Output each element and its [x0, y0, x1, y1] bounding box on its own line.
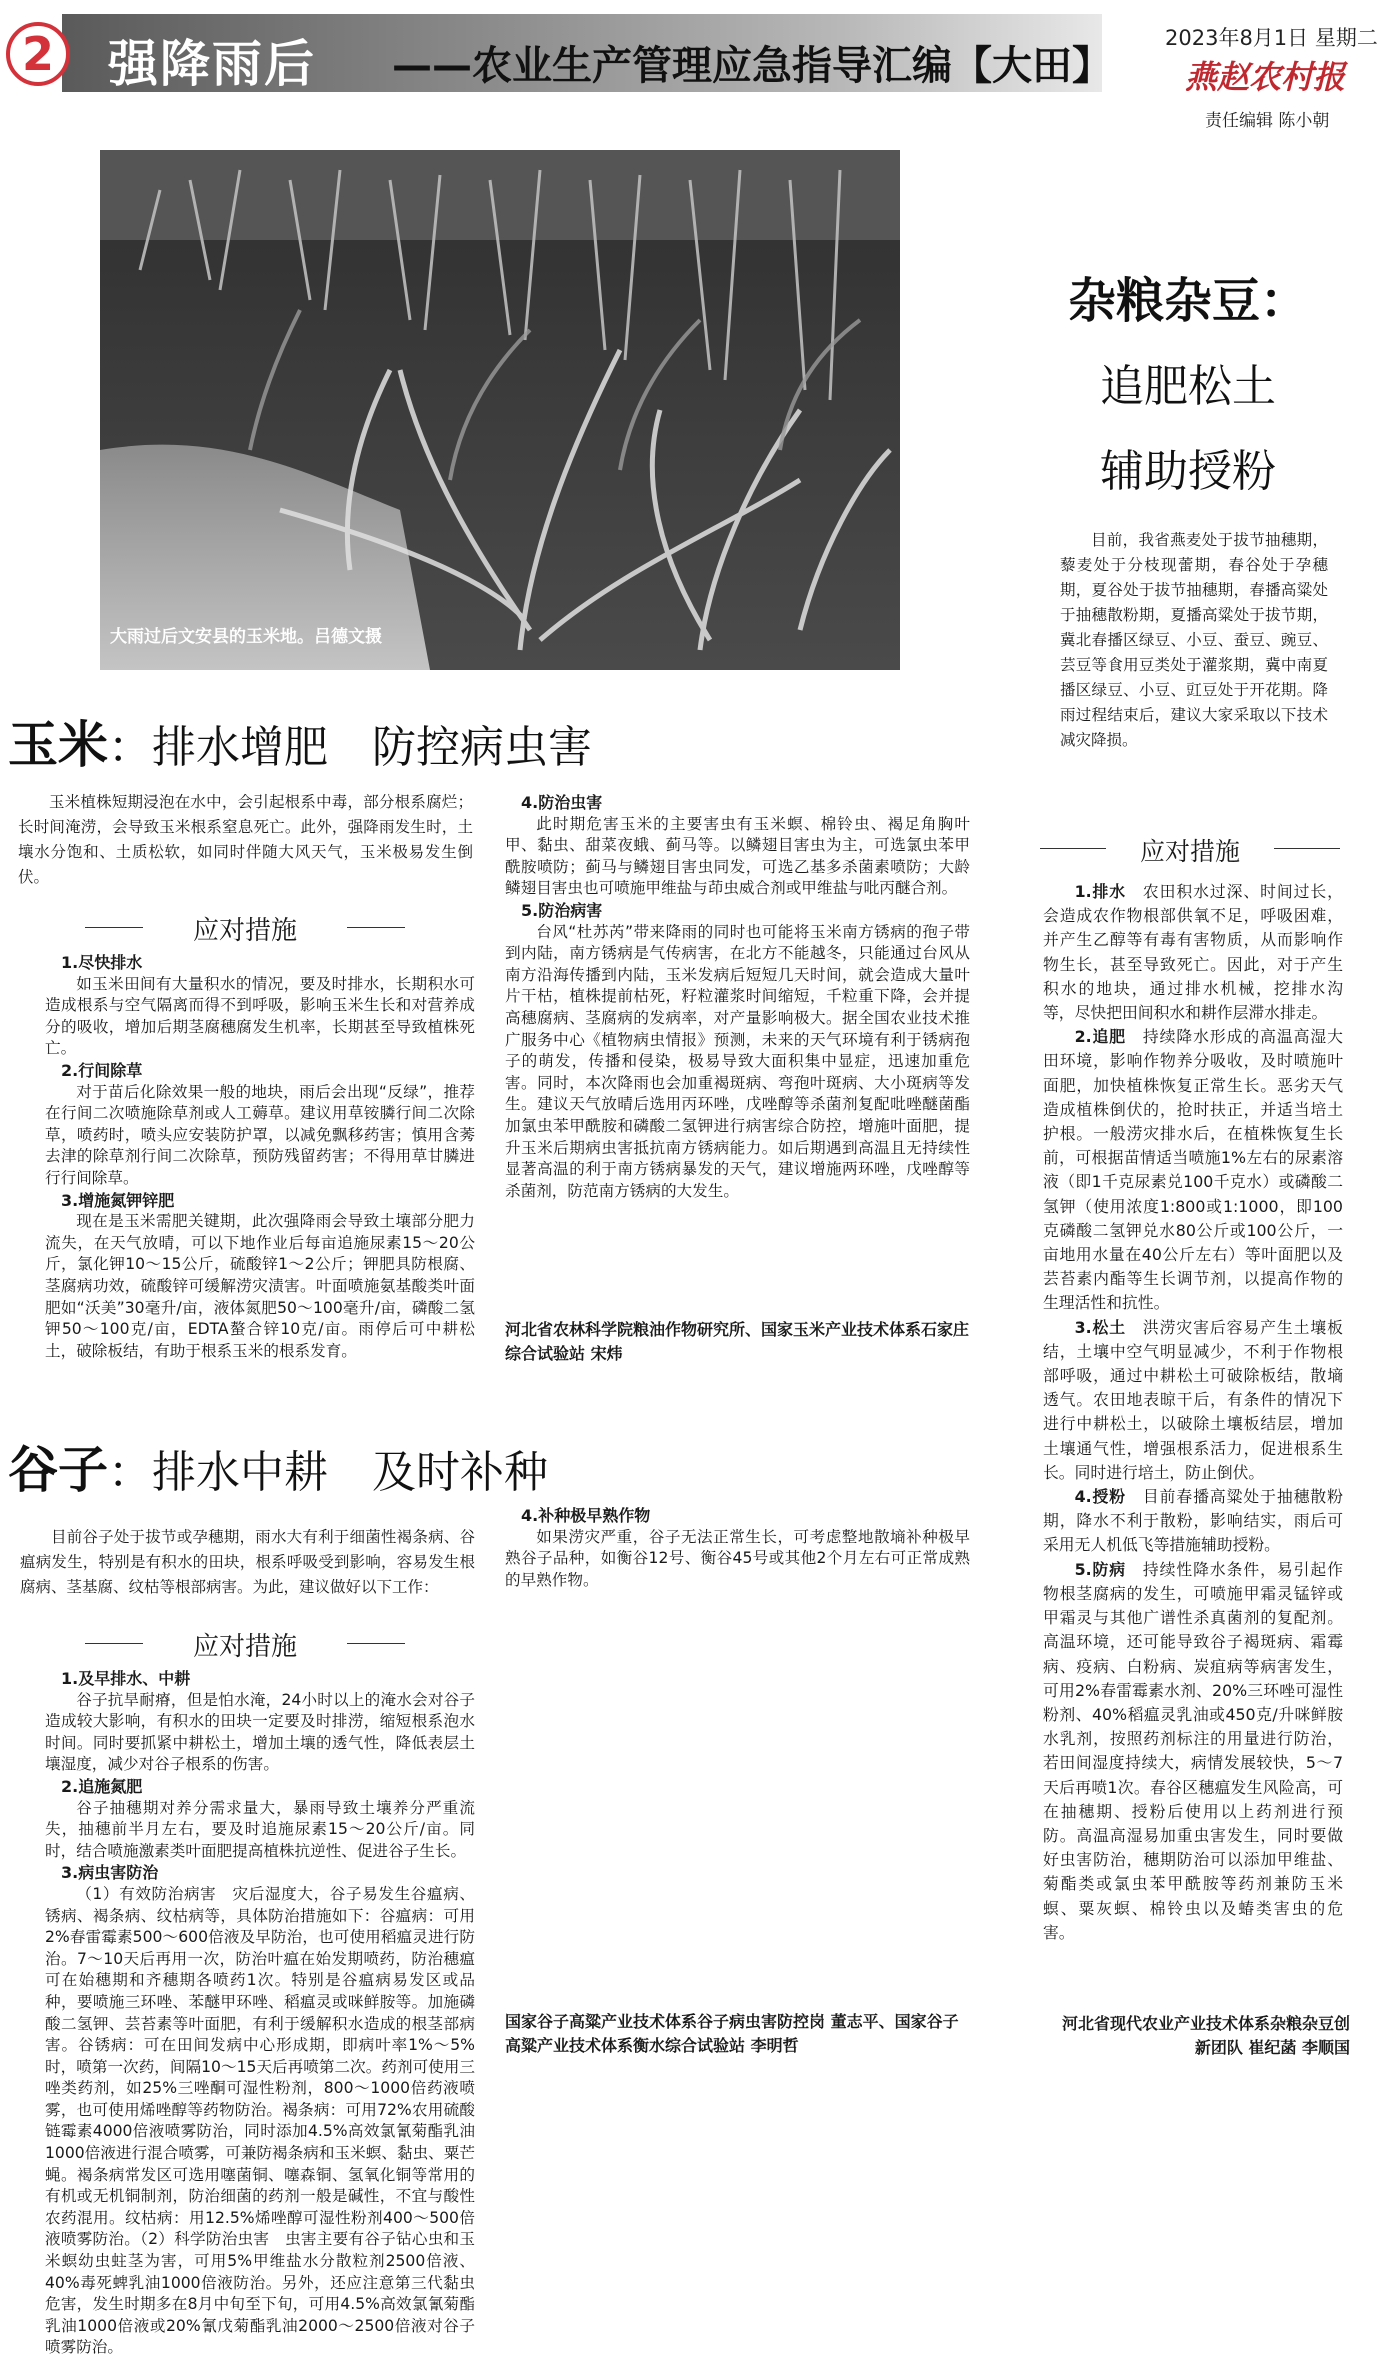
editor-credit: 责任编辑 陈小朝 — [1205, 111, 1330, 131]
millet-heading-rest: ：排水中耕 及时补种 — [108, 1447, 548, 1498]
millet-body-col1 — [45, 1668, 475, 2357]
corn-block-text: 现在是玉米需肥关键期，此次强降雨会导致土壤部分肥力流失，在天气放晴，可以下地作业后每亩追施尿素15～20公斤，氯化钾10～15公斤，硫酸锌1～2公斤；钾肥具防根腐、茎腐病功效，硫酸锌可缓解涝灾渍害。叶面喷施氨基酸类叶面肥如“沃美”30毫升/亩，液体氮肥50～100毫升/亩，磷酸二氢钾50～100克/亩，EDTA螯合锌10克/亩。雨停后可中耕松土，破除板结，有助于根系玉米的根系发育。 — [45, 1212, 475, 1360]
millet-block-head: 2.追施氮肥 — [61, 1776, 143, 1796]
corn-block-text: 如玉米田间有大量积水的情况，要及时排水，长期积水可造成根系与空气隔离而得不到呼吸，影响玉米生长和对营养成分的吸收，增加后期茎腐穗腐发生机率，长期甚至导致植株死亡。 — [45, 974, 475, 1058]
millet-section-heading: 应对措施 — [85, 1626, 405, 1663]
corn-block-text: 台风“杜苏芮”带来降雨的同时也可能将玉米南方锈病的孢子带到内陆，南方锈病是气传病害，在北方不能越冬，只能通过台风从南方沿海传播到内陆，玉米发病后短短几天时间，就会造成大量叶片干枯，植株提前枯死，籽粒灌浆时间缩短，千粒重下降，会并提高穗腐病、茎腐病的发病率，对产量影响极大。据全国农业技术推广服务中心《植物病虫情报》预测，未来的天气环境有利于锈病孢子的萌发，传播和侵染，极易导致大面积集中显症，迅速加重危害。同时，本次降雨也会加重褐斑病、弯孢叶斑病、大小斑病等发生。建议天气放晴后选用丙环唑，戊唑醇等杀菌剂复配吡唑醚菌酯加氯虫苯甲酰胺和磷酸二氢钾进行病害综合防控，增施叶面肥，提升玉米后期病虫害抵抗南方锈病能力。如后期遇到高温且无持续性显著高温的利于南方锈病暴发的天气，建议增施两环唑，戊唑醇等杀菌剂，防范南方锈病的大发生。 — [505, 922, 970, 1200]
corn-lead — [18, 790, 473, 890]
millet-heading — [8, 1430, 548, 1502]
grain-signature: 河北省现代农业产业技术体系杂粮杂豆创新团队 崔纪菡 李顺国 — [1061, 2014, 1350, 2057]
corn-block-head: 3.增施氮钾锌肥 — [61, 1190, 175, 1210]
corn-block-head: 1.尽快排水 — [61, 953, 143, 972]
grain-para-text: 目前春播高粱处于抽穗散粉期，降水不利于散粉，影响结实，雨后可采用无人机低飞等措施辅助授粉。 — [1043, 1487, 1343, 1555]
photo-caption: 大雨过后文安县的玉米地。吕德文摄 — [110, 627, 382, 647]
corn-heading-rest: ：排水增肥 防控病虫害 — [108, 722, 592, 773]
millet-block-text: 如果涝灾严重，谷子无法正常生长，可考虑整地散墒补种极早熟谷子品种，如衡谷12号、衡谷45号或其他2个月左右可正常成熟的早熟作物。 — [505, 1527, 970, 1589]
grain-para — [1043, 1558, 1343, 1945]
grain-lead-text: 目前，我省燕麦处于拔节抽穗期，藜麦处于分枝现蕾期，春谷处于孕穗期，夏谷处于拔节抽穗期，春播高粱处于抽穗散粉期，夏播高粱处于拔节期，冀北春播区绿豆、小豆、蚕豆、豌豆、芸豆等食用豆类处于灌浆期，冀中南夏播区绿豆、小豆、豇豆处于开花期。降雨过程结束后，建议大家采取以下技术减灾降损。 — [1060, 531, 1328, 749]
millet-block-text: 谷子抽穗期对养分需求量大，暴雨导致土壤养分严重流失，抽穗前半月左右，要及时追施尿素15～20公斤/亩。同时，结合喷施激素类叶面肥提高植株抗逆性、促进谷子生长。 — [45, 1798, 475, 1860]
corn-signature: 河北省农林科学院粮油作物研究所、国家玉米产业技术体系石家庄综合试验站 宋炜 — [505, 1320, 970, 1363]
grain-subtitle-1: 追肥松土 — [1100, 361, 1276, 412]
page-subtitle: ——农业生产管理应急指导汇编【大田】 — [392, 43, 1112, 89]
grain-para-text: 农田积水过深、时间过长，会造成农作物根部供氧不足，呼吸困难，并产生乙醇等有毒有害物质，从而影响作物生长，甚至导致死亡。因此，对于产生积水的地块，通过排水机械，挖排水沟等，尽快把田间积水和耕作层滞水排走。 — [1043, 882, 1343, 1023]
grain-para-head: 1.排水 — [1074, 882, 1127, 901]
corn-heading — [8, 705, 592, 777]
grain-lead — [1060, 528, 1328, 753]
corn-block-head: 5.防治病害 — [521, 900, 603, 920]
corn-block-text: 对于苗后化除效果一般的地块，雨后会出现“反绿”，推荐在行间二次喷施除草剂或人工薅草。建议用草铵膦行间二次除草，喷药时，喷头应安装防护罩，以减免飘移药害；慎用含莠去津的除草剂行间二次除草，预防残留药害；不得用草甘膦进行行间除草。 — [45, 1082, 475, 1187]
grain-body — [1043, 880, 1343, 1945]
millet-heading-keyword: 谷子 — [8, 1441, 108, 1499]
grain-para — [1043, 1025, 1343, 1315]
grain-para — [1043, 1316, 1343, 1485]
grain-para-text: 持续降水形成的高温高湿大田环境，影响作物养分吸收，及时喷施叶面肥，加快植株恢复正常生长。恶劣天气造成植株倒伏的，抢时扶正，并适当培土护根。一般涝灾排水后，在植株恢复生长前，可根据苗情适当喷施1%左右的尿素溶液（即1千克尿素兑100千克水）或磷酸二氢钾（使用浓度1:800或1:1000，即100克磷酸二氢钾兑水80公斤或100公斤，一亩地用水量在40公斤左右）等叶面肥以及芸苔素内酯等生长调节剂，以提高作物的生理活性和抗性。 — [1043, 1027, 1343, 1313]
grain-section-heading: 应对措施 — [1040, 832, 1340, 868]
corn-block-text: 此时期危害玉米的主要害虫有玉米螟、棉铃虫、褐足角胸叶甲、黏虫、甜菜夜蛾、蓟马等。以鳞翅目害虫为主，可选氯虫苯甲酰胺喷防；蓟马与鳞翅目害虫同发，可选乙基多杀菌素喷防；大龄鳞翅目害虫也可喷施甲维盐与茚虫威合剂或甲维盐与吡丙醚合剂。 — [505, 814, 970, 898]
grain-para-head: 2.追肥 — [1074, 1027, 1127, 1047]
millet-block-head: 1.及早排水、中耕 — [61, 1669, 191, 1688]
page-number: 2 — [6, 22, 70, 86]
grain-para-head: 4.授粉 — [1074, 1487, 1127, 1507]
grain-para-head: 5.防病 — [1074, 1559, 1127, 1579]
grain-subtitle-2: 辅助授粉 — [1100, 446, 1276, 497]
grain-para-head: 3.松土 — [1074, 1317, 1127, 1337]
millet-lead — [20, 1525, 475, 1600]
grain-para — [1043, 1485, 1343, 1558]
cornfield-photo — [100, 150, 900, 670]
paper-logo: 燕赵农村报 — [1185, 58, 1346, 96]
corn-heading-keyword: 玉米 — [8, 716, 108, 774]
millet-signature: 国家谷子高粱产业技术体系谷子病虫害防控岗 董志平、国家谷子高粱产业技术体系衡水综合试验站 李明哲 — [505, 2012, 959, 2055]
corn-lead-text: 玉米植株短期浸泡在水中，会引起根系中毒，部分根系腐烂；长时间淹涝，会导致玉米根系窒息死亡。此外，强降雨发生时，土壤水分饱和、土质松软，如同时伴随大风天气，玉米极易发生倒伏。 — [18, 793, 473, 886]
corn-body-col2 — [505, 792, 970, 1312]
corn-block-head: 4.防治虫害 — [521, 793, 603, 812]
millet-lead-text: 目前谷子处于拔节或孕穗期，雨水大有利于细菌性褐条病、谷瘟病发生，特别是有积水的田块，根系呼吸受到影响，容易发生根腐病、茎基腐、纹枯等根部病害。为此，建议做好以下工作： — [20, 1528, 475, 1596]
grain-para-text: 持续性降水条件，易引起作物根茎腐病的发生，可喷施甲霜灵锰锌或甲霜灵与其他广谱性杀真菌剂的复配剂。高温环境，还可能导致谷子褐斑病、霜霉病、疫病、白粉病、炭疽病等病害发生，可用2%春雷霉素水剂、20%三环唑可湿性粉剂、40%稻瘟灵乳油或450克/升咪鲜胺水乳剂，按照药剂标注的用量进行防治，若田间湿度持续大，病情发展较快，5～7天后再喷1次。春谷区穗瘟发生风险高，可在抽穗期、授粉后使用以上药剂进行预防。高温高湿易加重虫害发生，同时要做好虫害防治，穗期防治可以添加甲维盐、菊酯类或氯虫苯甲酰胺等药剂兼防玉米螟、粟灰螟、棉铃虫以及蝽类害虫的危害。 — [1043, 1559, 1343, 1942]
page-title: 强降雨后 — [108, 35, 316, 93]
corn-body-col1 — [45, 952, 475, 1362]
grain-title: 杂粮杂豆： — [1068, 273, 1309, 329]
issue-date: 2023年8月1日 星期二 — [1165, 26, 1378, 50]
millet-block-head: 3.病虫害防治 — [61, 1863, 159, 1883]
millet-block-text: 谷子抗旱耐瘠，但是怕水淹，24小时以上的淹水会对谷子造成较大影响，有积水的田块一定要及时排涝，缩短根系泡水时间。同时要抓紧中耕松土，增加土壤的透气性，降低表层土壤湿度，减少对谷子根系的伤害。 — [45, 1690, 475, 1774]
millet-block-text: （1）有效防治病害 灾后湿度大，谷子易发生谷瘟病、锈病、褐条病、纹枯病等，具体防治措施如下：谷瘟病：可用2%春雷霉素500～600倍液及早防治，也可使用稻瘟灵进行防治。7～10天后再用一次，防治叶瘟在始发期喷药，防治穗瘟可在始穗期和齐穗期各喷药1次。特别是谷瘟病易发区或品种，要喷施三环唑、苯醚甲环唑、稻瘟灵或咪鲜胺等。加施磷酸二氢钾、芸苔素等叶面肥，有利于缓解积水造成的根茎部病害。谷锈病：可在田间发病中心形成期，即病叶率1%～5%时，喷第一次药，间隔10～15天后再喷第二次。药剂可使用三唑类药剂，如25%三唑酮可湿性粉剂，800～1000倍药液喷雾，也可使用烯唑醇等药物防治。褐条病：可用72%农用硫酸链霉素4000倍液喷雾防治，同时添加4.5%高效氯氰菊酯乳油1000倍液进行混合喷雾，可兼防褐条病和玉米螟、黏虫、粟芒蝇。褐条病常发区可选用噻菌铜、噻森铜、氢氧化铜等常用的有机或无机铜制剂，防治细菌的药剂一般是碱性，不宜与酸性农药混用。纹枯病：用12.5%烯唑醇可湿性粉剂400～500倍液喷雾防治。（2）科学防治虫害 虫害主要有谷子钻心虫和玉米螟幼虫蛀茎为害，可用5%甲维盐水分散粒剂2500倍液、40%毒死蜱乳油1000倍液防治。另外，还应注意第三代黏虫危害，发生时期多在8月中旬至下旬，可用4.5%高效氯氰菊酯乳油1000倍液或20%氰戊菊酯乳油2000～2500倍液对谷子喷雾防治。 — [45, 1884, 475, 2357]
millet-block-head: 4.补种极早熟作物 — [521, 1506, 651, 1525]
grain-para-text: 洪涝灾害后容易产生土壤板结，土壤中空气明显减少，不利于作物根部呼吸，通过中耕松土可破除板结，散墒透气。农田地表晾干后，有条件的情况下进行中耕松土，以破除土壤板结层，增加土壤通气性，增强根系活力，促进根系生长。同时进行培土，防止倒伏。 — [1043, 1317, 1343, 1482]
millet-body-col2 — [505, 1505, 970, 1975]
grain-para — [1043, 880, 1343, 1025]
page-header — [0, 0, 1378, 131]
corn-block-head: 2.行间除草 — [61, 1060, 143, 1080]
corn-section-heading: 应对措施 — [85, 910, 405, 947]
